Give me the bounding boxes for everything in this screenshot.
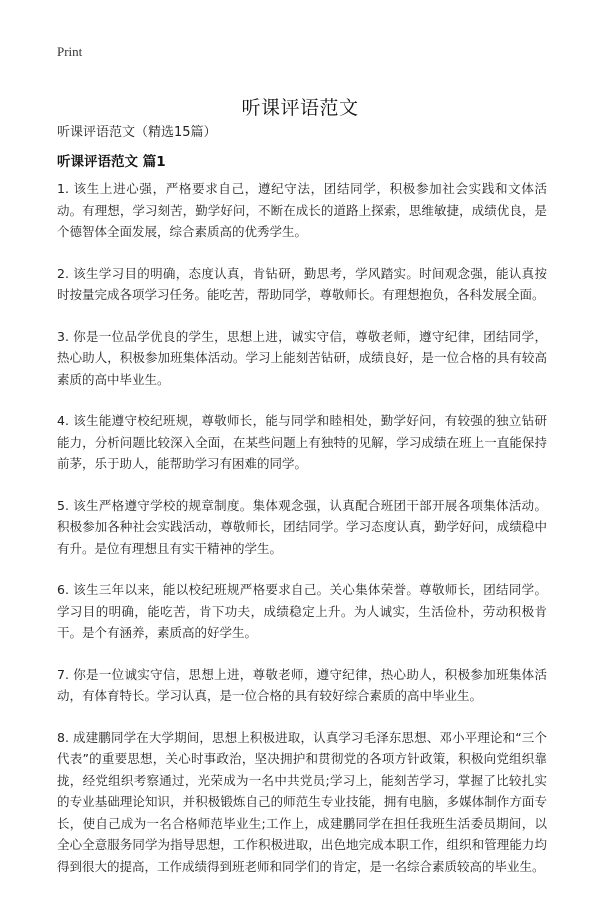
page-title: 听课评语范文 xyxy=(241,96,359,119)
print-link[interactable]: Print xyxy=(57,44,83,59)
paragraph-2: 2. 该生学习目的明确，态度认真，肯钻研，勤思考，学风踏实。时间观念强，能认真按时按量完成各项学习任务。能吃苦，帮助同学，尊敬师长。有理想抱负，各科发展全面。 xyxy=(57,265,547,302)
paragraph-7: 7. 你是一位诚实守信，思想上进，尊敬老师，遵守纪律，热心助人，积极参加班集体活动，有体育特长。学习认真，是一位合格的具有较好综合素质的高中毕业生。 xyxy=(57,666,547,703)
document-subtitle: 听课评语范文（精选15篇） xyxy=(57,125,217,140)
paragraph-list xyxy=(57,178,547,897)
paragraph-3: 3. 你是一位品学优良的学生，思想上进，诚实守信，尊敬老师，遵守纪律，团结同学，热心助人，积极参加班集体活动。学习上能刻苦钻研，成绩良好，是一位合格的具有较高素质的高中毕业生。 xyxy=(57,328,547,387)
section-heading: 听课评语范文 篇1 xyxy=(57,154,166,170)
paragraph-5: 5. 该生严格遵守学校的规章制度。集体观念强，认真配合班团干部开展各项集体活动。积极参加各种社会实践活动，尊敬师长，团结同学。学习态度认真，勤学好问，成绩稳中有升。是位有理想且有实干精神的学生。 xyxy=(57,497,547,556)
paragraph-4: 4. 该生能遵守校纪班规，尊敬师长，能与同学和睦相处，勤学好问，有较强的独立钻研能力，分析问题比较深入全面，在某些问题上有独特的见解，学习成绩在班上一直能保持前茅，乐于助人，能帮助学习有困难的同学。 xyxy=(57,413,547,471)
paragraph-1: 1. 该生上进心强，严格要求自己，遵纪守法，团结同学，积极参加社会实践和文体活动。有理想，学习刻苦，勤学好问，不断在成长的道路上探索，思维敏捷，成绩优良，是个德智体全面发展，综合素质高的优秀学生。 xyxy=(57,181,547,239)
paragraph-6: 6. 该生三年以来，能以校纪班规严格要求自己。关心集体荣誉。尊敬师长，团结同学。学习目的明确，能吃苦，肯下功夫，成绩稳定上升。为人诚实，生活俭朴，劳动积极肯干。是个有涵养，素质高的好学生。 xyxy=(57,582,547,640)
paragraph-8: 8. 成建鹏同学在大学期间，思想上积极进取，认真学习毛泽东思想、邓小平理论和“三个代表”的重要思想，关心时事政治，坚决拥护和贯彻党的各项方针政策，积极向党组织靠拢，经党组织考察通过，光荣成为一名中共党员;学习上，能刻苦学习，掌握了比较扎实的专业基础理论知识，并积极锻炼自己的师范生专业技能，拥有电脑，多媒体制作方面专长，使自己成为一名合格师范毕业生;工作上，成建鹏同学在担任我班生活委员期间，以全心全意服务同学为指导思想，工作积极进取，出色地完成本职工作，组织和管理能力均得到很大的提高，工作成绩得到班老师和同学们的肯定，是一名综合素质较高的毕业生。 xyxy=(57,729,547,874)
